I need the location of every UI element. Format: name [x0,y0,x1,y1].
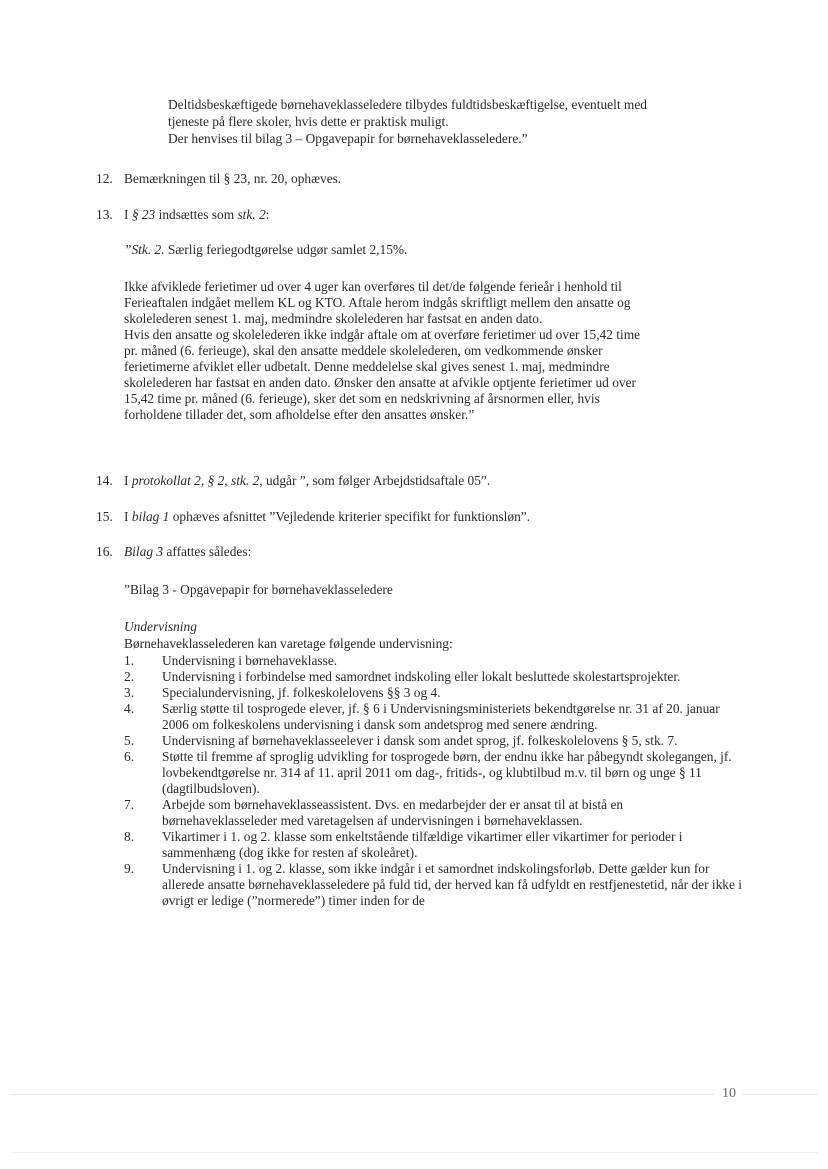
list-item [124,861,744,909]
item-13-number: 13. [96,207,113,222]
list-item-number: 1. [124,653,135,668]
item-16-ref: Bilag 3 [124,544,164,559]
intro-line-2: tjeneste på flere skoler, hvis dette er praktisk muligt. [168,114,449,129]
undervisning-lead: Børnehaveklasselederen kan varetage følgende undervisning: [124,636,453,651]
list-item-text: Støtte til fremme af sproglig udvikling for tosprogede børn, der endnu ikke har påbegyndt skolegangen, jf. lovbekendtgørelse nr. 314 af 11. april 2011 om dag-, fritids-, og klubtilbud m.v. til børn og unge § 11 (dagtilbudsloven). [162,749,732,796]
list-item [124,733,744,749]
item-16-text [124,543,251,560]
list-item-text: Undervisning af børnehaveklasseelever i dansk som andet sprog, jf. folkeskolelovens § 5, stk. 7. [162,733,678,748]
item-15-text [124,508,530,525]
item-13-mid: indsættes som [155,207,238,222]
footer-rule [10,1094,715,1095]
bottom-rule [10,1152,818,1153]
item-14-pre: I [124,473,132,488]
list-item-text: Særlig støtte til tosprogede elever, jf. § 6 i Undervisningsministeriets bekendtgørelse nr. 31 af 20. januar 2006 om folkeskolens undervisning i dansk som andetsprog med senere ændring. [162,701,720,732]
intro-line-3: Der henvises til bilag 3 – Opgavepapir for børnehaveklasseledere.” [168,131,528,146]
item-15-post: ophæves afsnittet ”Vejledende kriterier specifikt for funktionsløn”. [169,509,531,524]
item-13-quote-stk: ”Stk. 2. [124,242,165,257]
list-item [124,829,744,861]
item-16-number: 16. [96,544,113,559]
paragraph-line: ferietimerne afviklet eller udbetalt. Denne meddelelse skal gives senest 1. maj, medmindre [124,359,610,374]
list-item-text: Undervisning i 1. og 2. klasse, som ikke indgår i et samordnet indskolingsforløb. Dette gælder kun for allerede ansatte børnehaveklasseledere på fuld tid, der herved kan få udfyldt en restfjenestetid, når der ikke i øvrigt er ledige (”normerede”) timer inden for de [162,861,743,908]
intro-line-1: Deltidsbeskæftigede børnehaveklasseledere tilbydes fuldtidsbeskæftigelse, eventuelt med [168,97,647,112]
list-item-number: 2. [124,669,135,684]
bilag-3-heading: ”Bilag 3 - Opgavepapir for børnehaveklasseledere [124,582,393,597]
item-12-number: 12. [96,171,113,186]
item-13-quote-text: Særlig feriegodtgørelse udgør samlet 2,15%. [164,242,408,257]
list-item-text: Undervisning i børnehaveklasse. [162,653,338,668]
item-14-text [124,472,490,489]
paragraph-line: Hvis den ansatte og skolelederen ikke indgår aftale om at overføre ferietimer ud over 15,42 time [124,327,641,342]
paragraph-line: 15,42 time pr. måned (6. ferieuge), sker det som en nedskrivning af årsnormen eller, hvis [124,391,600,406]
item-13-text [124,206,269,223]
item-13-quote [124,241,407,258]
item-13-pre: I [124,207,132,222]
item-13-ref: § 23 [131,207,156,222]
paragraph-line: skolelederen senest 1. maj, medmindre skolelederen har fastsat en anden dato. [124,311,543,326]
item-12-text: Bemærkningen til § 23, nr. 20, ophæves. [124,171,342,186]
item-14-number: 14. [96,473,113,488]
list-item [124,701,744,733]
item-16-post: affattes således: [163,544,252,559]
list-item-number: 8. [124,829,135,844]
list-item-text: Vikartimer i 1. og 2. klasse som enkeltstående tilfældige vikartimer eller vikartimer for perioder i sammenhæng (dog ikke for resten af skoleåret). [162,829,683,860]
item-15-pre: I [124,509,132,524]
list-item-text: Arbejde som børnehaveklasseassistent. Dvs. en medarbejder der er ansat til at bistå en børnehaveklasseleder med varetagelsen af undervisningen i børnehaveklassen. [162,797,624,828]
paragraph-line: skolelederen har fastsat en anden dato. Ønsker den ansatte at afvikle optjente ferietimer ud over [124,375,636,390]
paragraph-line: pr. måned (6. ferieuge), skal den ansatte meddele skolelederen, om vedkommende ønsker [124,343,603,358]
item-13-post: : [265,207,270,222]
list-item-text: Undervisning i forbindelse med samordnet indskoling eller lokalt besluttede skolestartsprojekter. [162,669,681,684]
footer-rule-right [742,1094,818,1095]
list-item-number: 9. [124,861,135,876]
list-item-number: 3. [124,685,135,700]
item-14-ref: protokollat 2, § 2, stk. 2, [131,473,263,488]
paragraph-line: Ikke afviklede ferietimer ud over 4 uger kan overføres til det/de følgende ferieår i henhold til [124,279,622,294]
undervisning-list [124,653,744,909]
list-item [124,797,744,829]
list-item [124,749,744,797]
list-item-number: 5. [124,733,135,748]
paragraph-line: Ferieaftalen indgået mellem KL og KTO. Aftale herom indgås skriftligt mellem den ansatte og [124,295,631,310]
item-15-number: 15. [96,509,113,524]
list-item [124,669,744,685]
list-item [124,653,744,669]
list-item [124,685,744,701]
item-13-stk: stk. 2 [237,207,266,222]
list-item-number: 4. [124,701,135,716]
list-item-number: 6. [124,749,135,764]
subheading-text: Undervisning [124,619,197,634]
item-14-post: udgår ”, som følger Arbejdstidsaftale 05”. [262,473,491,488]
item-15-ref: bilag 1 [131,509,170,524]
undervisning-subheading [124,618,197,635]
list-item-number: 7. [124,797,135,812]
page-number: 10 [722,1086,736,1101]
list-item-text: Specialundervisning, jf. folkeskolelovens §§ 3 og 4. [162,685,441,700]
paragraph-line: forholdene tillader det, som afholdelse efter den ansattes ønsker.” [124,407,475,422]
item-13-paragraph [124,279,744,423]
